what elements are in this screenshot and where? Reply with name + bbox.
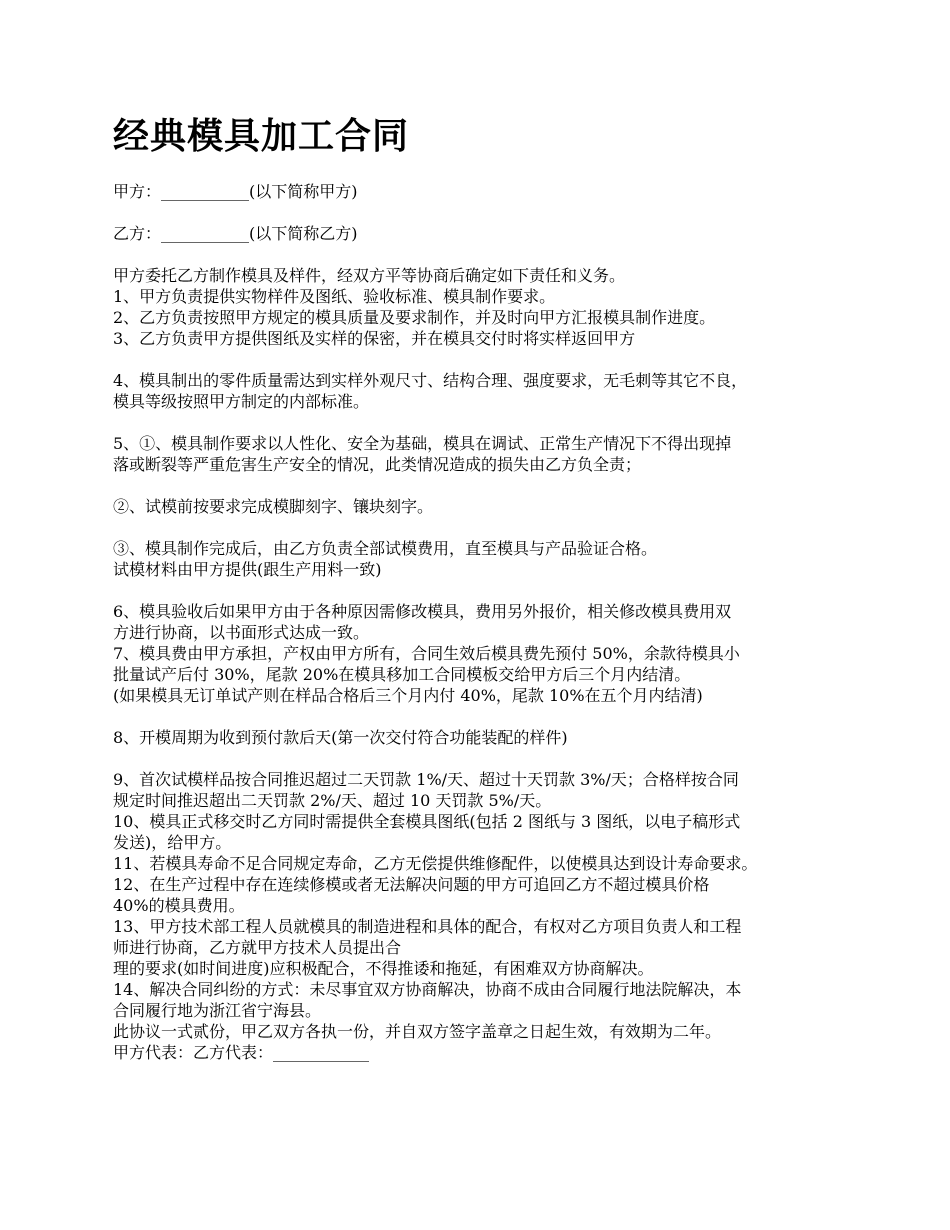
clause-9: 9、首次试模样品按合同推迟超过二天罚款 1%/天、超过十天罚款 3%/天；合格样按合同: [113, 770, 739, 789]
contract-body: [113, 181, 863, 1063]
clause-13: 13、甲方技术部工程人员就模具的制造进程和具体的配合，有权对乙方项目负责人和工程: [113, 917, 742, 936]
clause-7-note: (如果模具无订单试产则在样品合格后三个月内付 40%，尾款 10%在五个月内结清): [113, 686, 703, 705]
clause-11: 11、若模具寿命不足合同规定寿命，乙方无偿提供维修配件，以使模具达到设计寿命要求。: [113, 854, 758, 873]
clause-10-cont: 发送)，给甲方。: [113, 833, 232, 852]
clause-12-cont: 40%的模具费用。: [113, 896, 245, 915]
intro-line: 甲方委托乙方制作模具及样件，经双方平等协商后确定如下责任和义务。: [113, 266, 626, 285]
clause-5-3: ③、模具制作完成后，由乙方负责全部试模费用，直至模具与产品验证合格。: [113, 539, 658, 558]
document-title: 经典模具加工合同: [113, 115, 410, 157]
signature-line: 甲方代表：乙方代表：____________: [113, 1043, 370, 1062]
clause-7-cont: 批量试产后付 30%，尾款 20%在模具移加工合同模板交给甲方后三个月内结清。: [113, 665, 691, 684]
clause-4: 4、模具制出的零件质量需达到实样外观尺寸、结构合理、强度要求，无毛刺等其它不良，: [113, 371, 748, 390]
clause-3: 3、乙方负责甲方提供图纸及实样的保密，并在模具交付时将实样返回甲方: [113, 329, 636, 348]
party-b-line: 乙方：___________(以下简称乙方): [113, 224, 358, 243]
clause-12: 12、在生产过程中存在连续修模或者无法解决问题的甲方可追回乙方不超过模具价格: [113, 875, 710, 894]
clause-5-1-cont: 落或断裂等严重危害生产安全的情况，此类情况造成的损失由乙方负全责；: [113, 455, 642, 474]
clause-6: 6、模具验收后如果甲方由于各种原因需修改模具，费用另外报价，相关修改模具费用双: [113, 602, 732, 621]
clause-10: 10、模具正式移交时乙方同时需提供全套模具图纸(包括 2 图纸与 3 图纸，以电子稿形式: [113, 812, 741, 831]
clause-5-2: ②、试模前按要求完成模脚刻字、镶块刻字。: [113, 497, 434, 516]
clause-9-cont: 规定时间推迟超出二天罚款 2%/天、超过 10 天罚款 5%/天。: [113, 791, 552, 810]
clause-13-cont: 师进行协商，乙方就甲方技术人员提出合: [113, 938, 402, 957]
party-a-line: 甲方：___________(以下简称甲方): [113, 182, 358, 201]
clause-6-cont: 方进行协商，以书面形式达成一致。: [113, 623, 370, 642]
clause-2: 2、乙方负责按照甲方规定的模具质量及要求制作，并及时向甲方汇报模具制作进度。: [113, 308, 716, 327]
clause-1: 1、甲方负责提供实物样件及图纸、验收标准、模具制作要求。: [113, 287, 556, 306]
clause-5-1: 5、①、模具制作要求以人性化、安全为基础，模具在调试、正常生产情况下不得出现掉: [113, 434, 732, 453]
clause-7: 7、模具费由甲方承担，产权由甲方所有，合同生效后模具费先预付 50%，余款待模具小: [113, 644, 740, 663]
clause-4-cont: 模具等级按照甲方制定的内部标准。: [113, 392, 370, 411]
validity-line: 此协议一式贰份，甲乙双方各执一份，并自双方签字盖章之日起生效，有效期为二年。: [113, 1022, 722, 1041]
clause-13-cont-2: 理的要求(如时间进度)应积极配合，不得推诿和拖延，有困难双方协商解决。: [113, 959, 654, 978]
clause-14-cont: 合同履行地为浙江省宁海县。: [113, 1001, 322, 1020]
clause-5-3-cont: 试模材料由甲方提供(跟生产用料一致): [113, 560, 382, 579]
clause-8: 8、开模周期为收到预付款后天(第一次交付符合功能装配的样件): [113, 728, 568, 747]
clause-14: 14、解决合同纠纷的方式：未尽事宜双方协商解决，协商不成由合同履行地法院解决，本: [113, 980, 742, 999]
